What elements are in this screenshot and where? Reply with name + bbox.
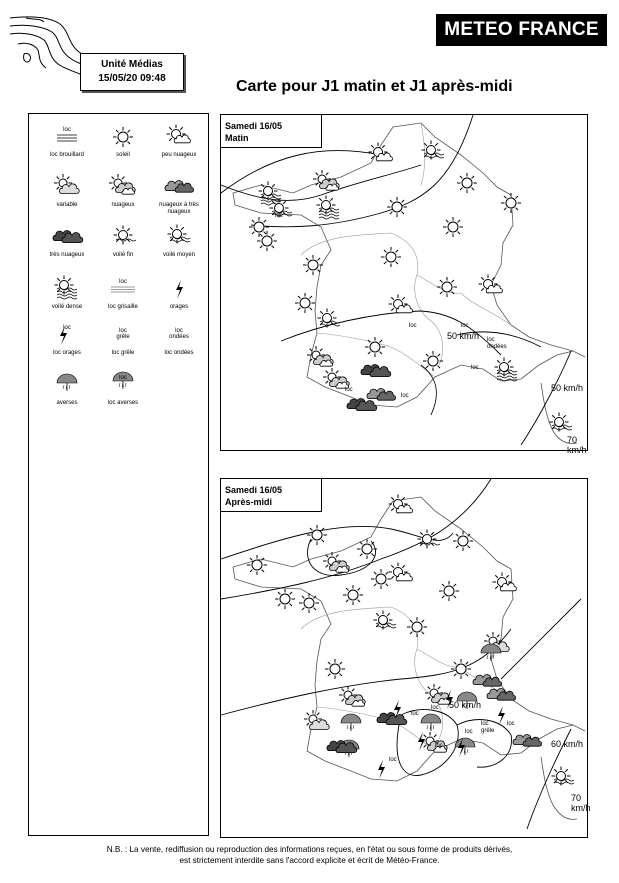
loc-label: loc [389, 757, 397, 763]
legend-item [37, 274, 97, 311]
loc-label: loc [431, 705, 439, 711]
france-map-afternoon [221, 479, 589, 839]
map-afternoon-period: Après-midi [225, 497, 273, 507]
loc-storm-icon [378, 760, 385, 779]
sun-icon [443, 217, 463, 237]
footer-line-2: est strictement interdite sans l'accord explicite et écrit de Météo-France. [179, 856, 440, 865]
sun-icon [387, 197, 407, 217]
wind-label: 70 km/h [571, 793, 591, 813]
dense-veil-icon [317, 196, 340, 220]
thin-veil-icon [114, 226, 137, 245]
loc-label: loc [507, 721, 515, 727]
brand-logo: METEO FRANCE [436, 14, 607, 46]
legend-icon-wrap [106, 320, 140, 348]
map-morning-tag [221, 115, 322, 148]
variable-icon [54, 174, 79, 193]
france-outline [233, 123, 585, 444]
sun-cloud-icon [493, 573, 517, 592]
drizzle-icon [111, 287, 135, 292]
legend-icon-wrap [162, 320, 196, 348]
legend-label: très nuageux [49, 252, 85, 258]
cloudy-icon [323, 368, 349, 388]
legend-label: loc ondées [164, 350, 194, 356]
sun-icon [299, 593, 319, 613]
loc-label: loc [471, 365, 479, 371]
very-cloudy-icon [487, 689, 516, 701]
legend-icon-wrap [162, 122, 196, 150]
fronts [221, 115, 571, 445]
thin-veil-icon [418, 530, 441, 549]
legend-label: orages [169, 304, 189, 310]
sun-icon [365, 337, 385, 357]
sun-icon [303, 255, 323, 275]
sun-icon [437, 277, 457, 297]
france-outline [233, 497, 585, 819]
map-morning [220, 114, 588, 455]
dense-veil-icon [495, 358, 518, 382]
map-afternoon-tag [221, 479, 322, 512]
legend-item [37, 370, 97, 407]
legend-icon-wrap [50, 172, 84, 200]
legend-item [149, 172, 209, 216]
overcast-icon [361, 365, 391, 377]
sun-cloud-icon [479, 275, 503, 294]
showers-icon [455, 738, 475, 755]
sun-icon [381, 247, 401, 267]
sun-cloud-icon [389, 495, 413, 514]
legend-icon-wrap [50, 222, 84, 250]
sun-cloud-icon [389, 295, 413, 314]
medium-veil-icon [550, 413, 573, 432]
wind-label: 50 km/h [551, 383, 584, 393]
sun-icon [371, 569, 391, 589]
very-cloudy-icon [367, 389, 396, 401]
sun-icon [457, 173, 477, 193]
loc-label: loc [401, 393, 409, 399]
legend-icon-wrap [162, 274, 196, 302]
dense-veil-icon [259, 182, 282, 206]
legend-icon-wrap [106, 370, 140, 398]
legend-label: nuageux [111, 202, 135, 208]
very-cloudy-icon [513, 735, 542, 747]
sun-icon [453, 531, 473, 551]
map-afternoon-day: Samedi 16/05 [225, 485, 283, 495]
unit-title: Unité Médias [101, 59, 163, 70]
weather-icons-morning [249, 141, 572, 432]
page-title: Carte pour J1 matin et J1 après-midi [236, 78, 513, 95]
showers-icon [57, 374, 77, 391]
medium-veil-icon [168, 225, 191, 244]
legend-icon-text: loc [119, 279, 127, 285]
sun-icon [451, 659, 471, 679]
sun-cloud-icon [167, 125, 191, 144]
legend-item [93, 320, 153, 357]
loc-label: loc [465, 729, 473, 735]
medium-veil-icon [422, 141, 445, 160]
legend-icon-wrap [106, 122, 140, 150]
regions [301, 123, 511, 377]
unit-timestamp: 15/05/20 09:48 [98, 73, 166, 84]
legend-item [93, 172, 153, 209]
legend-icon-text: loc [63, 127, 71, 133]
legend-icon-text: loc grêle [116, 328, 130, 340]
map-morning-period: Matin [225, 133, 249, 143]
legend-item [37, 122, 97, 159]
legend-label: nuageux à très nuageux [159, 202, 199, 215]
legend-label: voilé moyen [162, 252, 195, 258]
footer-notice [0, 844, 619, 866]
legend-label: loc orages [53, 350, 81, 356]
overcast-icon [53, 231, 83, 243]
legend-item [93, 274, 153, 311]
sun-icon [501, 193, 521, 213]
legend-icon-wrap [50, 122, 84, 150]
medium-veil-icon [552, 767, 575, 786]
legend-icon-wrap [162, 222, 196, 250]
loc-label: loc [411, 711, 419, 717]
cloudy-icon [313, 170, 339, 190]
legend-icon-wrap [50, 320, 84, 348]
legend-item [93, 122, 153, 159]
legend-icon-wrap [162, 172, 196, 200]
legend-icon-wrap [50, 274, 84, 302]
footer-line-1: N.B. : La vente, rediffusion ou reproduction des informations reçues, en l'état ou sous forme de produits dérivés, [106, 845, 513, 854]
legend-label: loc grêle [111, 350, 135, 356]
legend-icon-text: loc ondées [169, 328, 189, 340]
legend-panel [28, 113, 209, 836]
legend-item [93, 370, 153, 407]
sun-icon [247, 555, 267, 575]
storm-icon [176, 280, 183, 299]
legend-icon-wrap [106, 274, 140, 302]
legend-label: voilé fin [112, 252, 134, 258]
loc-label: loc grêle [481, 721, 495, 734]
sun-icon [343, 585, 363, 605]
sun-cloud-icon [389, 563, 413, 582]
medium-veil-icon [374, 611, 397, 630]
overcast-icon [347, 399, 377, 411]
very-cloudy-icon [473, 675, 502, 687]
legend-label: variable [56, 202, 78, 208]
map-morning-day: Samedi 16/05 [225, 121, 283, 131]
legend-label: averses [56, 400, 78, 406]
very-cloudy-icon [165, 181, 194, 193]
dense-veil-icon [55, 276, 78, 300]
loc-label: loc [461, 323, 469, 329]
showers-icon [421, 714, 441, 731]
wind-label: 50 km/h [449, 700, 482, 710]
fog-icon [57, 135, 77, 141]
legend-item [149, 222, 209, 259]
loc-label: loc [409, 323, 417, 329]
legend-item [93, 222, 153, 259]
sun-icon [295, 293, 315, 313]
legend-item [37, 172, 97, 209]
legend-label: loc averses [107, 400, 139, 406]
france-map-morning [221, 115, 589, 452]
map-afternoon [220, 478, 591, 838]
wind-label: 50 km/h [447, 331, 480, 341]
loc-label: loc [435, 743, 443, 749]
sun-icon [407, 617, 427, 637]
legend-item [37, 320, 97, 357]
sun-icon [357, 539, 377, 559]
sun-icon [423, 351, 443, 371]
sun-icon [113, 127, 133, 147]
variable-icon [304, 710, 329, 729]
sun-icon [439, 581, 459, 601]
legend-icon-text: loc [119, 375, 127, 381]
sun-icon [325, 659, 345, 679]
legend-label: peu nuageux [161, 152, 197, 158]
fronts [221, 479, 584, 829]
legend-label: loc brouillard [49, 152, 85, 158]
legend-item [37, 222, 97, 259]
weather-icons-afternoon [247, 495, 574, 786]
wind-label: 60 km/h [551, 739, 584, 749]
sun-icon [249, 217, 269, 237]
legend-icon-text: loc [63, 325, 71, 331]
sun-icon [275, 589, 295, 609]
legend-item [149, 320, 209, 357]
unit-badge [80, 53, 184, 91]
legend-icon-wrap [106, 222, 140, 250]
showers-icon [341, 714, 361, 731]
legend-item [149, 122, 209, 159]
wind-label: 70 km/h [567, 435, 587, 455]
loc-label: loc ondées [487, 337, 507, 350]
sun-icon [257, 231, 277, 251]
showers-icon [481, 644, 501, 661]
cloudy-icon [109, 174, 135, 194]
sun-icon [307, 525, 327, 545]
loc-label: loc [275, 213, 283, 219]
legend-label: soleil [116, 152, 130, 158]
legend-label: voilé dense [51, 304, 83, 310]
loc-label: loc [345, 387, 353, 393]
cloudy-icon [339, 686, 365, 706]
legend-icon-wrap [106, 172, 140, 200]
legend-label: loc grisaille [108, 304, 138, 310]
cloudy-icon [425, 684, 451, 704]
legend-item [149, 274, 209, 311]
legend-icon-wrap [50, 370, 84, 398]
